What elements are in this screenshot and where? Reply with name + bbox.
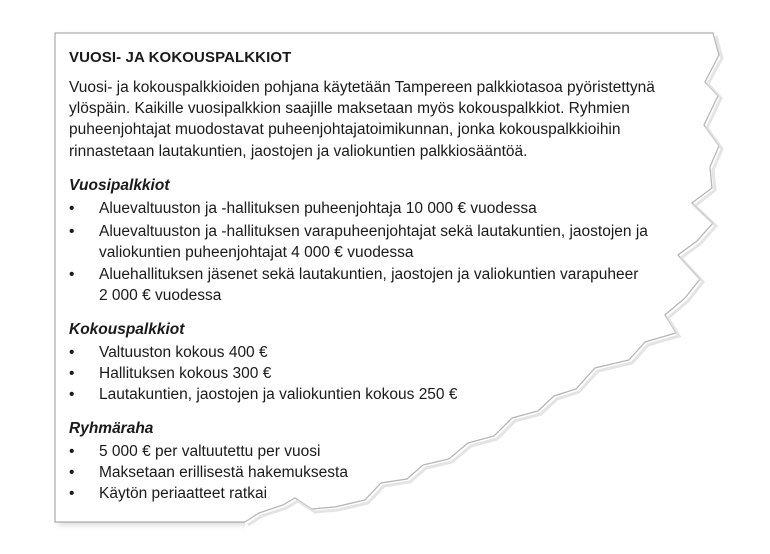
bullet-symbol: • [69, 266, 75, 283]
section-heading-kokouspalkkiot: Kokouspalkkiot [69, 321, 185, 338]
section-heading-vuosipalkkiot: Vuosipalkkiot [69, 177, 170, 194]
intro-line-2: ylöspäin. Kaikille vuosipalkkion saajille maksetaan myös kokouspalkkiot. Ryhmien [69, 100, 630, 117]
document-title: VUOSI- JA KOKOUSPALKKIOT [69, 49, 292, 66]
bullet-symbol: • [69, 200, 75, 217]
intro-line-3: puheenjohtajat muodostavat puheenjohtajatoimikunnan, jonka kokouspalkkioihin [69, 121, 621, 138]
list-item-continuation: 2 000 € vuodessa [99, 287, 222, 304]
intro-line-1: Vuosi- ja kokouspalkkioiden pohjana käytetään Tampereen palkkiotasoa pyöristettynä [69, 79, 655, 96]
bullet-symbol: • [69, 386, 75, 403]
list-item: Aluevaltuuston ja -hallituksen puheenjohtaja 10 000 € vuodessa [99, 200, 537, 217]
list-item-continuation: valiokuntien puheenjohtajat 4 000 € vuodessa [99, 244, 414, 261]
bullet-symbol: • [69, 223, 75, 240]
list-item: Hallituksen kokous 300 € [99, 365, 272, 382]
list-item: Käytön periaatteet ratkai [99, 485, 268, 502]
bullet-symbol: • [69, 344, 75, 361]
bullet-symbol: • [69, 485, 75, 502]
list-item: Maksetaan erillisestä hakemuksesta [99, 464, 348, 481]
list-item: 5 000 € per valtuutettu per vuosi [99, 443, 321, 460]
list-item: Aluevaltuuston ja -hallituksen varapuheenjohtajat sekä lautakuntien, jaostojen ja [99, 223, 648, 240]
list-item: Lautakuntien, jaostojen ja valiokuntien kokous 250 € [99, 386, 458, 403]
bullet-symbol: • [69, 443, 75, 460]
section-heading-ryhmaraha: Ryhmäraha [69, 420, 154, 437]
intro-line-4: rinnastetaan lautakuntien, jaostojen ja valiokuntien palkkiosääntöä. [69, 143, 528, 160]
list-item: Aluehallituksen jäsenet sekä lautakuntien, jaostojen ja valiokuntien varapuheer [99, 266, 639, 283]
bullet-symbol: • [69, 464, 75, 481]
bullet-symbol: • [69, 365, 75, 382]
list-item: Valtuuston kokous 400 € [99, 344, 268, 361]
